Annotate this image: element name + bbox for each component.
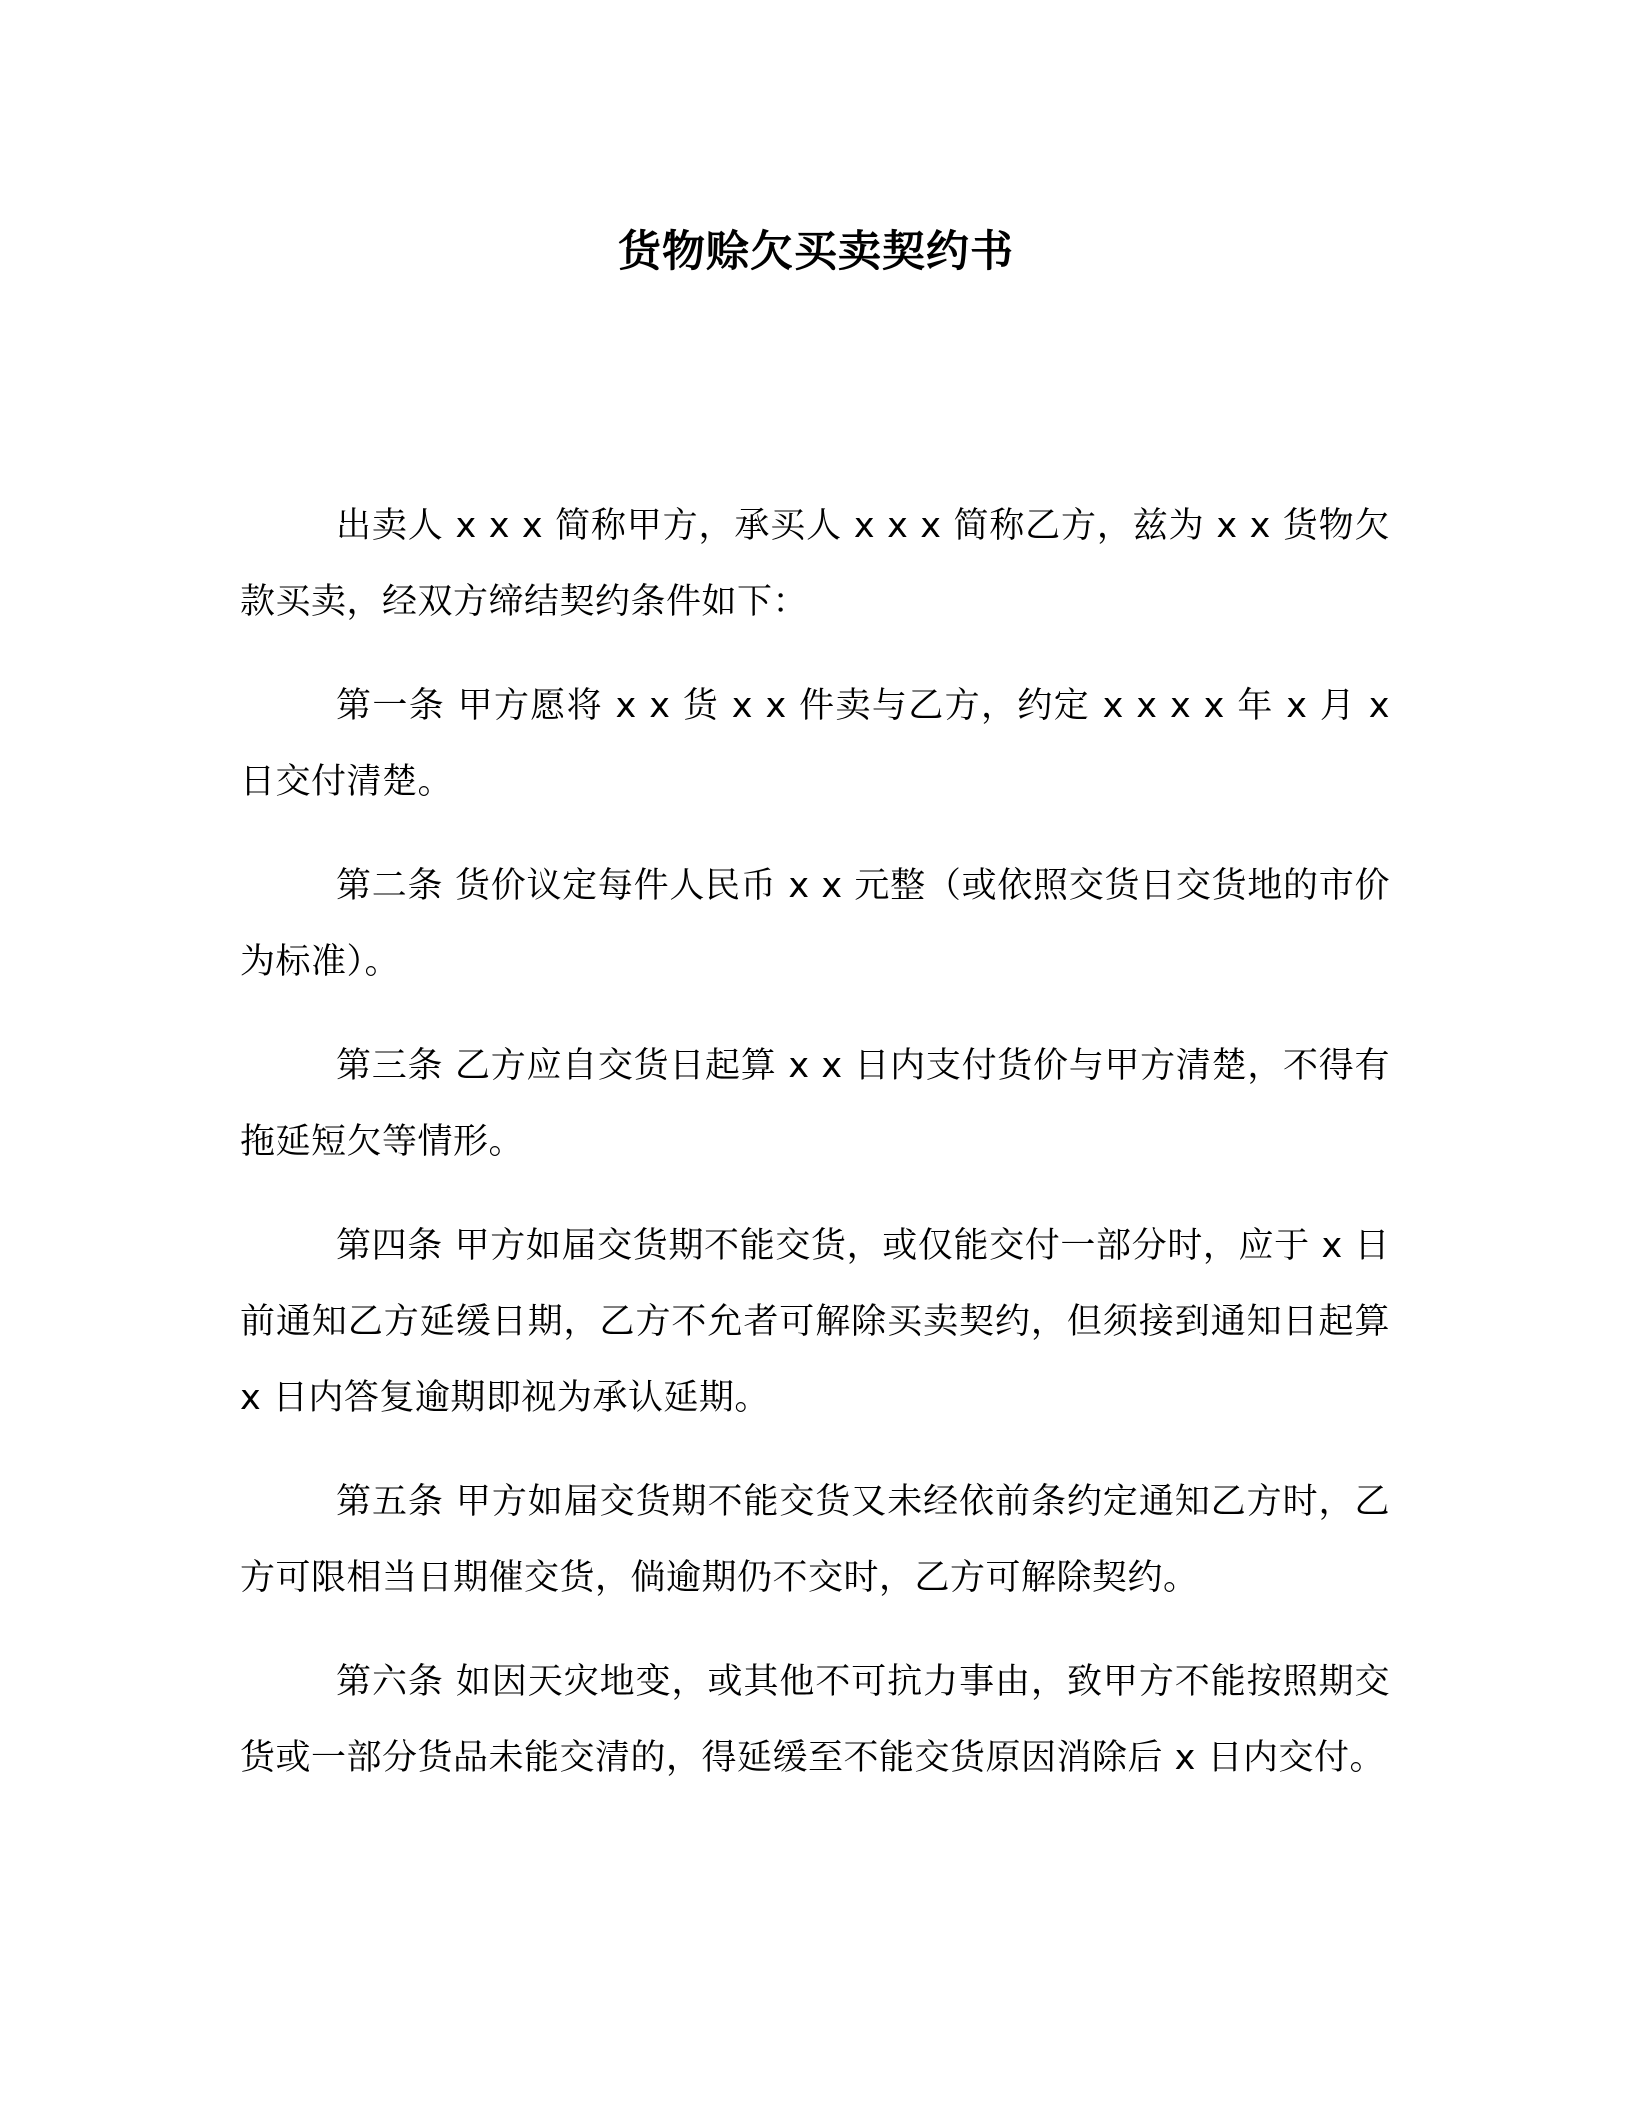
article-4-paragraph: 第四条 甲方如届交货期不能交货，或仅能交付一部分时，应于 x 日前通知乙方延缓日期，乙方不允者可解除买卖契约，但须接到通知日起算 x 日内答复逾期即视为承认延期。 — [240, 1226, 1390, 1418]
article-2-paragraph: 第二条 货价议定每件人民币 x x 元整（或依照交货日交货地的市价为标准）。 — [240, 866, 1390, 982]
article-1-paragraph: 第一条 甲方愿将 x x 货 x x 件卖与乙方，约定 x x x x 年 x 月 x 日交付清楚。 — [240, 686, 1390, 802]
article-6-paragraph: 第六条 如因天灾地变，或其他不可抗力事由，致甲方不能按照期交货或一部分货品未能交清的，得延缓至不能交货原因消除后 x 日内交付。 — [240, 1662, 1390, 1778]
article-5-paragraph: 第五条 甲方如届交货期不能交货又未经依前条约定通知乙方时，乙方可限相当日期催交货，倘逾期仍不交时，乙方可解除契约。 — [240, 1482, 1390, 1598]
article-3-paragraph: 第三条 乙方应自交货日起算 x x 日内支付货价与甲方清楚，不得有拖延短欠等情形。 — [240, 1046, 1390, 1162]
preamble-paragraph: 出卖人 x x x 简称甲方，承买人 x x x 简称乙方，兹为 x x 货物欠款买卖，经双方缔结契约条件如下： — [240, 506, 1390, 622]
document-title: 货物赊欠买卖契约书 — [618, 227, 1014, 277]
document-body — [240, 488, 1390, 1824]
